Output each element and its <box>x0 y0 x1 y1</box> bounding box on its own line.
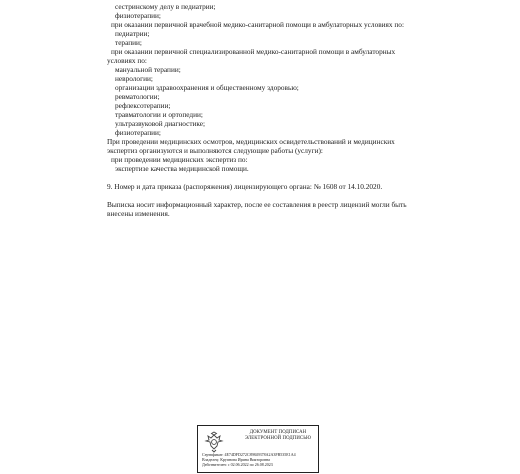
doc-line: педиатрии; <box>115 29 150 38</box>
stamp-title: ДОКУМЕНТ ПОДПИСАН ЭЛЕКТРОННОЙ ПОДПИСЬЮ <box>244 430 312 441</box>
doc-line: При проведении медицинских осмотров, медицинских освидетельствований и медицинских <box>107 137 395 146</box>
doc-line: при оказании первичной врачебной медико-санитарной помощи в амбулаторных условиях по: <box>111 20 404 29</box>
doc-line: условиях по: <box>107 56 147 65</box>
stamp-owner: Владелец: Крупнова Ирина Викторовна <box>202 457 270 462</box>
stamp-validity: Действителен: с 02.06.2022 по 26.08.2023 <box>202 462 273 467</box>
order-line: 9. Номер и дата приказа (распоряжения) лицензирующего органа: № 1608 от 14.10.2020. <box>107 182 383 191</box>
doc-line: при проведении медицинских экспертиз по: <box>111 155 248 164</box>
stamp-certificate: Сертификат: 4E74DFD272C89849378A2A3FB535E1A4 <box>202 452 296 457</box>
doc-line: травматологии и ортопедии; <box>115 110 203 119</box>
doc-line: мануальной терапии; <box>115 65 181 74</box>
doc-line: ультразвуковой диагностике; <box>115 119 206 128</box>
double-headed-eagle-emblem-icon <box>202 430 226 454</box>
extract-note: Выписка носит информационный характер, после ее составления в реестр лицензий могли быть <box>107 200 407 209</box>
signature-stamp <box>197 425 319 473</box>
doc-line: ревматологии; <box>115 92 160 101</box>
doc-line: рефлексотерапии; <box>115 101 171 110</box>
extract-note: внесены изменения. <box>107 209 170 218</box>
doc-line: физиотерапии; <box>115 11 161 20</box>
doc-line: экспертиз организуются и выполняются следующие работы (услуги): <box>107 146 323 155</box>
doc-line: терапии; <box>115 38 142 47</box>
doc-line: при оказании первичной специализированной медико-санитарной помощи в амбулаторных <box>111 47 396 56</box>
doc-line: неврологии; <box>115 74 153 83</box>
doc-line: физиотерапии; <box>115 128 161 137</box>
doc-line: сестринскому делу в педиатрии; <box>115 2 216 11</box>
doc-line: организации здравоохранения и общественному здоровью; <box>115 83 299 92</box>
doc-line: экспертизе качества медицинской помощи. <box>115 164 249 173</box>
